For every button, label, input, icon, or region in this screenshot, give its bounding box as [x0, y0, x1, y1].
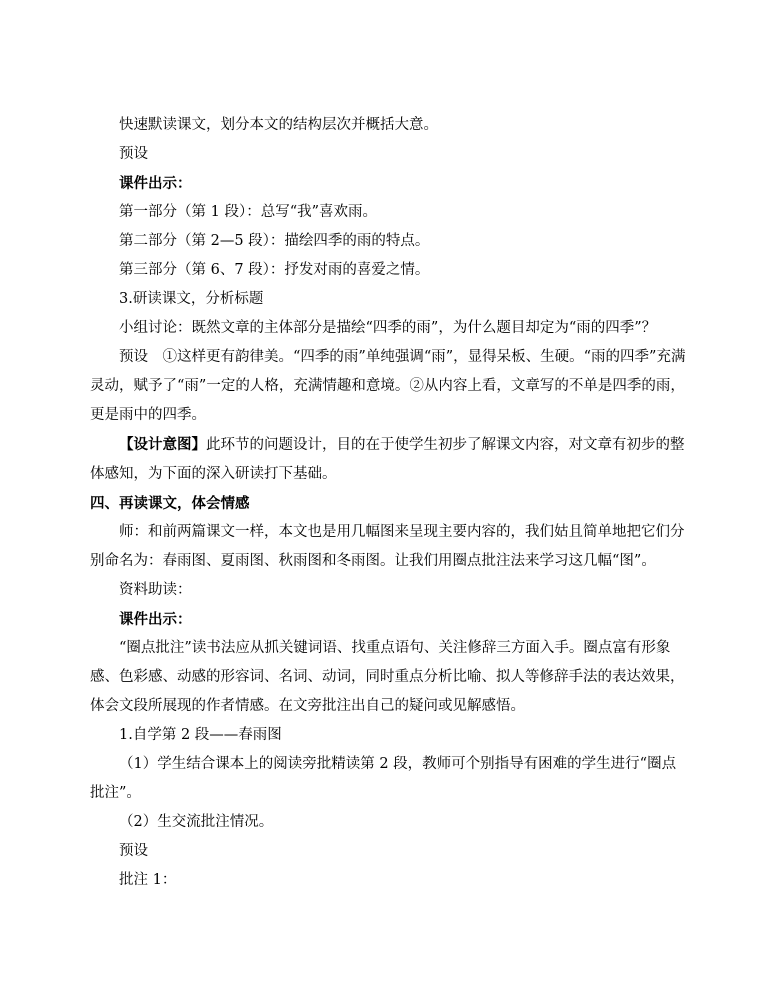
heading-courseware-1: 课件出示：: [119, 175, 192, 192]
paragraph-part-two: 第二部分（第 2—5 段）：描绘四季的雨的特点。: [119, 233, 430, 249]
paragraph-part-one: 第一部分（第 1 段）：总写“我”喜欢雨。: [119, 204, 378, 220]
paragraph-step-3: 3.研读课文，分析标题: [119, 291, 264, 307]
document-body: [90, 111, 690, 895]
paragraph-annotation-method: “圈点批注”读书法应从抓关键词语、找重点语句、关注修辞三方面入手。圈点富有形象感、色彩感、动感的形容词、名词、动词，同时重点分析比喻、拟人等修辞手法的表达效果，体会文段所展现的作者情感。在文旁批注出自己的疑问或见解感悟。: [90, 640, 685, 714]
design-intent-text: 此环节的问题设计，目的在于使学生初步了解课文内容，对文章有初步的整体感知，为下面的深入研读打下基础。: [90, 437, 685, 482]
paragraph-preset-1: 预设: [119, 146, 148, 162]
paragraph-teacher: 师：和前两篇课文一样，本文也是用几幅图来呈现主要内容的，我们姑且简单地把它们分别命名为：春雨图、夏雨图、秋雨图和冬雨图。让我们用圈点批注法来学习这几幅“图”。: [90, 524, 685, 569]
paragraph-reading-aid: 资料助读：: [119, 582, 192, 598]
paragraph-preset-2: 预设: [119, 843, 148, 859]
paragraph-study-section-2: 1.自学第 2 段——春雨图: [119, 727, 282, 743]
section-heading-four: 四、再读课文，体会情感: [90, 495, 250, 512]
paragraph-annotation-1: 批注 1：: [119, 872, 177, 888]
paragraph-task-1: （1）学生结合课本上的阅读旁批精读第 2 段，教师可个别指导有困难的学生进行“圈点批注”。: [90, 756, 677, 801]
paragraph-preset-answer: 预设 ①这样更有韵律美。“四季的雨”单纯强调“雨”，显得呆板、生硬。“雨的四季”充满灵动，赋予了“雨”一定的人格，充满情趣和意境。②从内容上看，文章写的不单是四季的雨，更是雨中的四季。: [90, 349, 686, 423]
paragraph-group-discussion: 小组讨论：既然文章的主体部分是描绘“四季的雨”，为什么题目却定为“雨的四季”？: [119, 320, 657, 336]
paragraph-instruction: 快速默读课文，划分本文的结构层次并概括大意。: [119, 117, 438, 133]
paragraph-part-three: 第三部分（第 6、7 段）：抒发对雨的喜爱之情。: [119, 262, 430, 278]
paragraph-task-2: （2）生交流批注情况。: [119, 814, 274, 830]
design-intent-label: 【设计意图】: [119, 436, 206, 453]
heading-courseware-2: 课件出示：: [119, 611, 192, 628]
paragraph-design-intent: [90, 430, 690, 489]
